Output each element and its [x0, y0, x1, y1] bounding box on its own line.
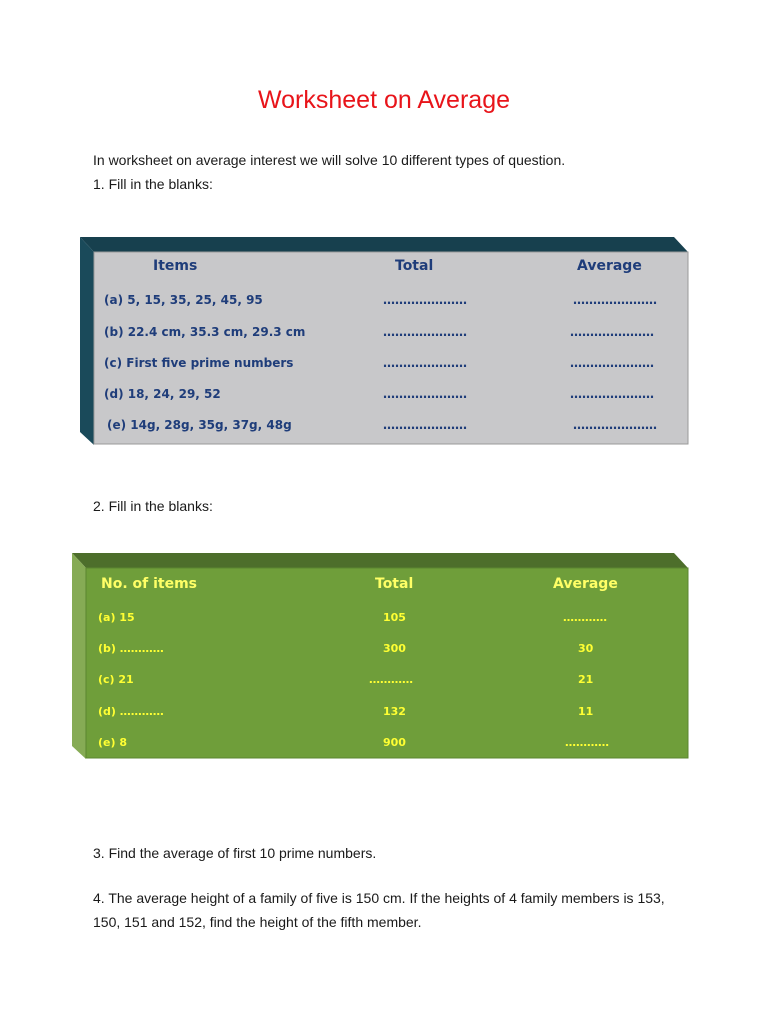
- table-2-row-b-items: (b) …………: [98, 642, 164, 655]
- table-1-header-items: Items: [153, 258, 198, 274]
- table-1-row-c-average: …………………: [570, 356, 654, 370]
- table-1-side-face: [80, 237, 94, 445]
- intro-text: In worksheet on average interest we will solve 10 different types of question.: [93, 152, 566, 168]
- table-2-row-c-average: 21: [578, 673, 594, 686]
- question-3-text: 3. Find the average of first 10 prime numbers.: [93, 845, 377, 861]
- question-4-text: 4. The average height of a family of five is 150 cm. If the heights of 4 family members is 153, 150, 151 and 152, find the height of the fifth member.: [93, 890, 665, 930]
- worksheet-title: Worksheet on Average: [257, 86, 510, 114]
- table-2-header-average: Average: [553, 576, 618, 592]
- table-1-row-d-average: …………………: [570, 387, 654, 401]
- table-1-header-total: Total: [395, 258, 434, 274]
- table-1-row-e-item: (e) 14g, 28g, 35g, 37g, 48g: [107, 418, 292, 432]
- table-1-row-d-item: (d) 18, 24, 29, 52: [104, 387, 221, 401]
- table-2-row-a-items: (a) 15: [98, 611, 135, 624]
- table-2-row-d-items: (d) …………: [98, 705, 164, 718]
- table-1-row-b-item: (b) 22.4 cm, 35.3 cm, 29.3 cm: [104, 325, 306, 339]
- table-1-row-a-total: …………………: [383, 293, 467, 307]
- table-2-row-e-average: …………: [565, 736, 609, 749]
- table-1-row-d-total: …………………: [383, 387, 467, 401]
- table-1-row-c-item: (c) First five prime numbers: [104, 356, 294, 370]
- table-1-row-e-average: …………………: [573, 418, 657, 432]
- table-1-top-face: [80, 237, 688, 252]
- table-2-side-face: [72, 553, 86, 759]
- table-2-row-d-total: 132: [383, 705, 406, 718]
- items-table-2: [70, 552, 690, 760]
- table-1-row-a-item: (a) 5, 15, 35, 25, 45, 95: [104, 293, 263, 307]
- table-1-row-b-average: …………………: [570, 325, 654, 339]
- table-2-top-face: [72, 553, 688, 568]
- table-1-row-a-average: …………………: [573, 293, 657, 307]
- table-2-row-c-total: …………: [369, 673, 413, 686]
- table-1-front-face: [94, 252, 688, 444]
- table-1-row-c-total: …………………: [383, 356, 467, 370]
- table-1-row-b-total: …………………: [383, 325, 467, 339]
- table-2-row-d-average: 11: [578, 705, 594, 718]
- table-2-row-a-average: …………: [563, 611, 607, 624]
- items-table-1: [78, 236, 690, 446]
- table-2-row-e-items: (e) 8: [98, 736, 127, 749]
- table-1-header-average: Average: [577, 258, 642, 274]
- table-2-row-b-average: 30: [578, 642, 594, 655]
- question-1-label: 1. Fill in the blanks:: [93, 176, 213, 192]
- table-2-header-items: No. of items: [101, 576, 198, 592]
- question-2-label: 2. Fill in the blanks:: [93, 498, 213, 514]
- table-2-row-c-items: (c) 21: [98, 673, 134, 686]
- table-2-header-total: Total: [375, 576, 414, 592]
- table-2-row-a-total: 105: [383, 611, 406, 624]
- table-1-row-e-total: …………………: [383, 418, 467, 432]
- table-2-row-b-total: 300: [383, 642, 406, 655]
- table-2-front-face: [86, 568, 688, 758]
- table-2-row-e-total: 900: [383, 736, 406, 749]
